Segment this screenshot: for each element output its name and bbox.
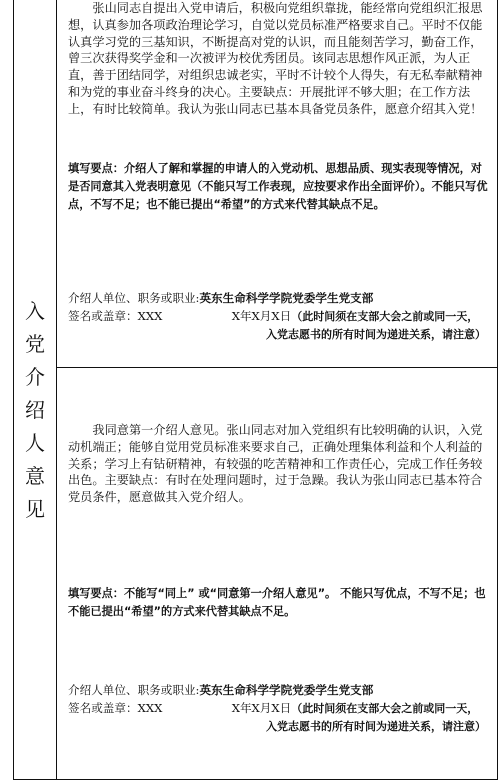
side-char: 介 <box>25 365 45 389</box>
sign-date: X年X月X日 <box>231 309 292 323</box>
sign-label: 签名或盖章：XXX <box>68 701 163 715</box>
sign-label: 签名或盖章：XXX <box>68 309 163 323</box>
first-sign-row <box>68 308 488 325</box>
date-note: （此时间须在支部大会之前或同一天， <box>291 702 479 715</box>
first-introducer-opinion: 张山同志自提出入党申请后，积极向党组织靠拢，能经常向党组织汇报思想，认真参加各项政治理论学习，自觉以党员标准严格要求自己。平时不仅能认真学习党的三基知识，不断提高对党的认识，而且能刻苦学习，勤奋工作，曾三次获得奖学金和一次被评为校优秀团员。该同志思想作风正派，为人正直，善于团结同学，对组织忠诚老实，平时不计较个人得失，有无私奉献精神和为党的事业奋斗终身的决心。主要缺点：开展批评不够大胆；在工作方法上，有时比较简单。我认为张山同志已基本具备党员条件，愿意介绍其入党！ <box>68 1 483 116</box>
column-divider <box>56 0 57 779</box>
side-label <box>14 295 56 526</box>
date-note: （此时间须在支部大会之前或同一天， <box>291 310 479 323</box>
second-introducer-opinion: 我同意第一介绍人意见。张山同志对加入党组织有比较明确的认识，入党动机端正；能够自觉用党员标准来要求自己，正确处理集体利益和个人利益的关系；学习上有钻研精神，有较强的吃苦精神和工作责任心，完成工作任务较出色。主要缺点：有时在处理问题时，过于急躁。我认为张山同志已基本符合党员条件，愿意做其入党介绍人。 <box>68 423 483 505</box>
first-unit-row <box>68 290 488 307</box>
unit-label: 介绍人单位、职务或职业: <box>68 291 200 305</box>
side-char: 人 <box>25 431 45 455</box>
unit-value: 英东生命科学学院党委学生党支部 <box>199 291 374 305</box>
side-char: 绍 <box>25 398 45 422</box>
first-writing-tips: 填写要点：介绍人了解和掌握的申请人的入党动机、思想品质、现实表现等情况，对是否同意其入党表明意见（不能只写工作表现，应按要求作出全面评价）。不能只写优点，不写不足；也不能已提出“希望”的方式来代替其缺点不足。 <box>68 162 488 211</box>
first-date-note-2: 入党志愿书的所有时间为递进关系，请注意） <box>266 328 486 341</box>
row-divider <box>56 367 498 368</box>
sign-date: X年X月X日 <box>231 701 292 715</box>
unit-label: 介绍人单位、职务或职业: <box>68 683 200 697</box>
side-char: 意 <box>25 464 45 488</box>
second-date-note-2: 入党志愿书的所有时间为递进关系，请注意） <box>266 720 486 733</box>
side-char: 党 <box>25 332 45 356</box>
unit-value: 英东生命科学学院党委学生党支部 <box>199 683 374 697</box>
second-sign-row <box>68 700 488 717</box>
form-table <box>13 0 498 780</box>
second-writing-tips: 填写要点：不能写“同上” 或“同意第一介绍人意见”。 不能只写优点，不写不足；也不能已提出“希望”的方式来代替其缺点不足。 <box>68 587 486 618</box>
side-char: 见 <box>25 497 45 521</box>
second-unit-row <box>68 682 488 699</box>
side-char: 入 <box>25 299 45 323</box>
